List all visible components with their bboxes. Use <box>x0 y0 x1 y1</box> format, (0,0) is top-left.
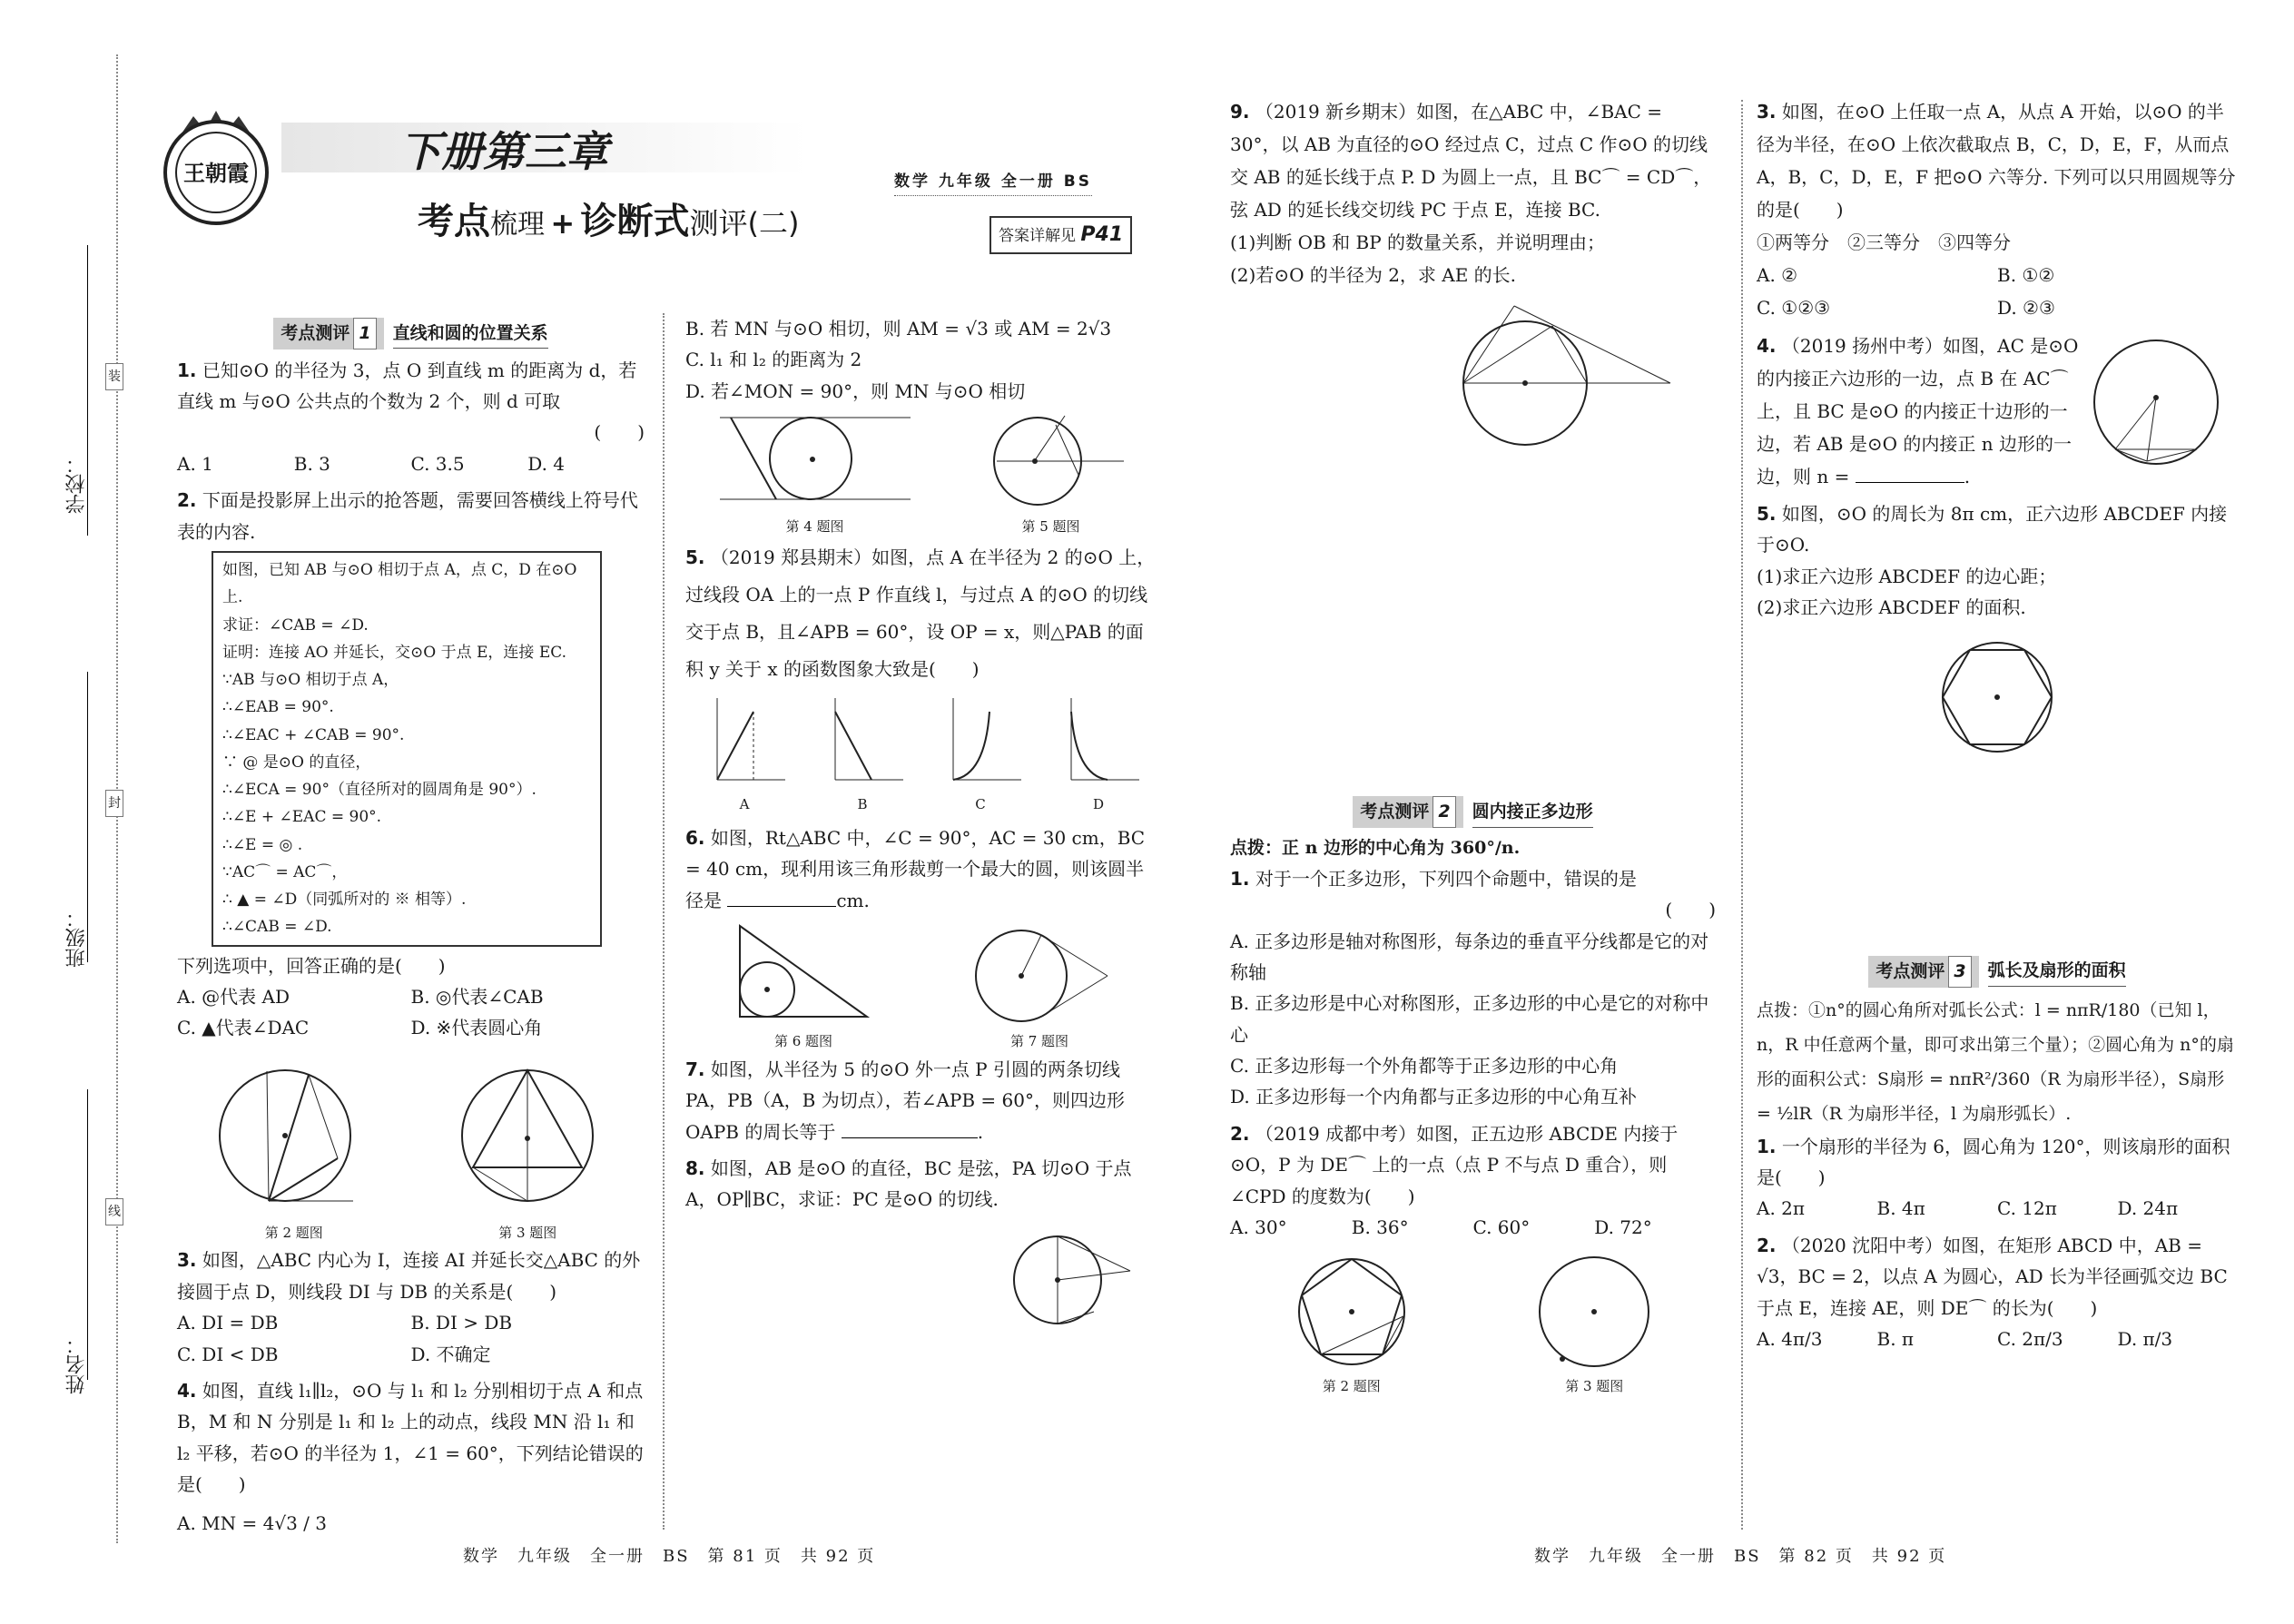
column-divider-left <box>663 313 665 1530</box>
answer-space-q9 <box>1230 460 1716 787</box>
column-1 <box>177 309 645 1544</box>
seal-mark-3: 线 <box>105 1198 123 1225</box>
column-3 <box>1230 95 1716 1399</box>
figure-8 <box>685 1221 1157 1348</box>
question-4-right: 4. （2019 扬州中考）如图，AC 是⊙O 的内接正六边形的一边，点 B 在 AC⌒ 上，且 BC 是⊙O 的内接正十边形的一边，若 AB 是⊙O 的内接正 n 边形的一边，则 n = . <box>1757 335 2079 487</box>
name-field[interactable] <box>87 1089 88 1380</box>
name-label: 姓名： <box>65 1334 88 1394</box>
proof-box: 如图，已知 AB 与⊙O 相切于点 A，点 C，D 在⊙O 上. 求证：∠CAB = ∠D. 证明：连接 AO 并延长，交⊙O 于点 E，连接 EC. ∵AB 与⊙O 相切于点 A， ∴∠EAB = 90°. ∴∠EAC + ∠CAB = 90°. ∵ @ 是⊙O 的直径， ∴∠ECA = 90°（直径所对的圆周角是 90°）. ∴∠E + ∠EAC = 90°. ∴∠E = ◎ . ∵AC⌒ = AC⌒， ∴ ▲ = ∠D（同弧所对的 ※ 相等）. ∴∠CAB = ∠D. <box>212 551 602 947</box>
figures-q2-q3 <box>177 1049 645 1245</box>
class-field[interactable] <box>87 672 88 962</box>
q4-option-d: D. 若∠MON = 90°，则 MN 与⊙O 相切 <box>685 379 1026 402</box>
q4-answer-blank[interactable] <box>1856 482 1964 483</box>
column-divider-right <box>1741 100 1743 1530</box>
section-3-header: 考点测评 3 弧长及扇形的面积 <box>1757 956 2238 988</box>
figures-q6-q7 <box>685 921 1157 1054</box>
footer-right: 数学 九年级 全一册 BS 第 82 页 共 92 页 <box>1534 1547 1947 1566</box>
section-2-header: 考点测评 2 圆内接正多边形 <box>1230 796 1716 828</box>
book-tags: 数学 九年级 全一册 BS <box>894 169 1092 196</box>
question-5-right: 5. 如图，⊙O 的周长为 8π cm，正六边形 ABCDEF 内接于⊙O. (1)求正六边形 ABCDEF 的边心距； (2)求正六边形 ABCDEF 的面积. <box>1757 503 2228 619</box>
figure-pentagon: 第 2 题图 <box>1284 1248 1420 1399</box>
seal-mark-2: 封 <box>105 790 123 817</box>
logo-text: 王朝霞 <box>183 160 249 186</box>
class-label: 班级： <box>65 908 88 968</box>
question-8: 8. 如图，AB 是⊙O 的直径，BC 是弦，PA 切⊙O 于点 A，OP∥BC，求证：PC 是⊙O 的切线. <box>685 1156 1132 1211</box>
section-3-question-1: 1. 一个扇形的半径为 6，圆心角为 120°，则该扇形的面积是( ) A. 2π B. 4π C. 12π D. 24π <box>1757 1135 2230 1220</box>
column-2 <box>685 313 1157 1348</box>
q5-graph-options <box>685 694 1157 817</box>
section-2-question-2: 2. （2019 成都中考）如图，正五边形 ABCDE 内接于⊙O，P 为 DE⌒ 上的一点（点 P 不与点 D 重合），则∠CPD 的度数为( ) A. 30° B. 36° C. 60° D. 72° <box>1230 1122 1679 1239</box>
question-5: 5. （2019 郑县期末）如图，点 A 在半径为 2 的⊙O 上，过线段 OA 上的一点 P 作直线 l，与过点 A 的⊙O 的切线交于点 B，且∠APB = 60°，设 OP = x，则△PAB 的面积 y 关于 x 的函数图象大致是( ) <box>685 546 1156 680</box>
seal-mark-1: 装 <box>105 363 123 390</box>
chapter-title: 下册第三章 <box>399 127 608 176</box>
question-4-right-row <box>1757 330 2238 498</box>
figure-5: 第 5 题图 <box>970 407 1133 539</box>
section-3-tip: 点拨：①n°的圆心角所对弧长公式：l = nπR/180（已知 l，n，R 中任意两个量，即可求出第三个量）；②圆心角为 n°的扇形的面积公式：S扇形 = nπR²/360（R 为扇形半径），S扇形 = ½lR（R 为扇形半径，l 为扇形弧长）. <box>1757 999 2234 1124</box>
figure-hexagon-arcs: 第 3 题图 <box>1526 1248 1662 1399</box>
answer-space-q5 <box>1757 774 2238 947</box>
figure-6: 第 6 题图 <box>722 921 885 1054</box>
figure-9 <box>1230 297 1716 460</box>
school-label: 学校： <box>65 454 88 514</box>
figures-q4-q5 <box>685 407 1157 539</box>
q7-answer-blank[interactable] <box>842 1137 978 1138</box>
question-9: 9. （2019 新乡期末）如图，在△ABC 中，∠BAC = 30°，以 AB 为直径的⊙O 经过点 C，过点 C 作⊙O 的切线交 AB 的延长线于点 P. D 为圆上一点，且 BC⌒ = CD⌒，弦 AD 的延长线交切线 PC 于点 E，连接 BC. (1)判断 OB 和 BP 的数量关系，并说明理由； (2)若⊙O 的半径为 2，求 AE 的长. <box>1230 101 1712 286</box>
question-6: 6. 如图，Rt△ABC 中，∠C = 90°，AC = 30 cm，BC = 40 cm，现利用该三角形裁剪一个最大的圆，则该圆半径是 cm. <box>685 826 1146 911</box>
subtitle: 考点梳理 + 诊断式测评(二) <box>418 201 800 242</box>
question-3: 3. 如图，△ABC 内心为 I，连接 AI 并延长交△ABC 的外接圆于点 D，则线段 DI 与 DB 的关系是( ) A. DI = DB B. DI > DB C. DI < DB D. 不确定 <box>177 1249 641 1365</box>
figure-4: 第 4 题图 <box>711 407 920 539</box>
graph-option-c: C <box>935 694 1026 817</box>
figure-q4-right <box>2083 330 2229 498</box>
graph-option-d: D <box>1053 694 1144 817</box>
question-2: 2. 下面是投影屏上出示的抢答题，需要回答横线上符号代表的内容. 如图，已知 AB 与⊙O 相切于点 A，点 C，D 在⊙O 上. 求证：∠CAB = ∠D. 证明：连接 AO 并延长，交⊙O 于点 E，连接 EC. ∵AB 与⊙O 相切于点 A， ∴∠EAB = 90°. ∴∠EAC + ∠CAB = 90°. ∵ @ 是⊙O 的直径， ∴∠ECA = 90°（直径所对的圆周角是 90°）. ∴∠E + ∠EAC = 90°. ∴∠E = ◎ . ∵AC⌒ = AC⌒， ∴ ▲ = ∠D（同弧所对的 ※ 相等）. ∴∠CAB = ∠D. 下列选项中，回答正确的是( ) A. @代表 AD B. ◎代表∠CAB C. ▲代表∠DAC D. ※代表圆心角 <box>177 489 638 1039</box>
answer-reference: 答案详解见 P41 <box>989 216 1132 254</box>
q4-option-b: B. 若 MN 与⊙O 相切，则 AM = √3 或 AM = 2√3 <box>685 318 1112 340</box>
figures-s2-q2-q3 <box>1230 1248 1716 1399</box>
footer-left: 数学 九年级 全一册 BS 第 81 页 共 92 页 <box>463 1547 876 1566</box>
q4-option-c: C. l₁ 和 l₂ 的距离为 2 <box>685 349 862 371</box>
question-4: 4. 如图，直线 l₁∥l₂，⊙O 与 l₁ 和 l₂ 分别相切于点 A 和点 B，M 和 N 分别是 l₁ 和 l₂ 上的动点，线段 MN 沿 l₁ 和 l₂ 平移，若⊙O 的半径为 1，∠1 = 60°，下列结论错误的是( ) A. MN = 4√3 / 3 <box>177 1380 644 1534</box>
figure-2: 第 2 题图 <box>203 1049 385 1245</box>
question-7: 7. 如图，从半径为 5 的⊙O 外一点 P 引圆的两条切线 PA，PB（A，B 为切点），若∠APB = 60°，则四边形 OAPB 的周长等于 . <box>685 1058 1125 1143</box>
logo-emblem <box>153 100 280 227</box>
section-2-question-1: 1. 对于一个正多边形，下列四个命题中，错误的是 ( ) A. 正多边形是轴对称图形，每条边的垂直平分线都是它的对称轴 B. 正多边形是中心对称图形，正多边形的中心是它的对称中心 C. 正多边形每一个外角都等于正多边形的中心角 D. 正多边形每一个内角都与正多边形的中心角互补 <box>1230 867 1716 1108</box>
section-1-header: 考点测评 1 直线和圆的位置关系 <box>177 318 645 349</box>
question-1: 1. 已知⊙O 的半径为 3，点 O 到直线 m 的距离为 d，若直线 m 与⊙O 公共点的个数为 2 个，则 d 可取 ( ) A. 1 B. 3 C. 3.5 D. 4 <box>177 359 645 475</box>
section-3-question-2: 2. （2020 沈阳中考）如图，在矩形 ABCD 中，AB = √3，BC = 2，以点 A 为圆心，AD 长为半径画弧交边 BC 于点 E，连接 AE，则 DE⌒ 的长为( ) A. 4π/3 B. π C. 2π/3 D. π/3 <box>1757 1234 2228 1350</box>
column-4 <box>1757 95 2238 1360</box>
graph-option-a: A <box>699 694 790 817</box>
school-field[interactable] <box>87 245 88 536</box>
q6-answer-blank[interactable] <box>727 906 836 907</box>
section-2-tip: 点拨：正 n 边形的中心角为 360°/n. <box>1230 838 1521 859</box>
figure-7: 第 7 题图 <box>958 921 1121 1054</box>
figure-3: 第 3 题图 <box>437 1049 618 1245</box>
graph-option-b: B <box>817 694 908 817</box>
figure-hexagon <box>1757 629 2238 774</box>
question-3-right: 3. 如图，在⊙O 上任取一点 A，从点 A 开始，以⊙O 的半径为半径，在⊙O 上依次截取点 B，C，D，E，F，从而点 A，B，C，D，E，F 把⊙O 六等分. 下列可以只用圆规等分的是( ) ①两等分 ②三等分 ③四等分 A. ② B. ①② C. ①②③ D. ②③ <box>1757 101 2236 319</box>
